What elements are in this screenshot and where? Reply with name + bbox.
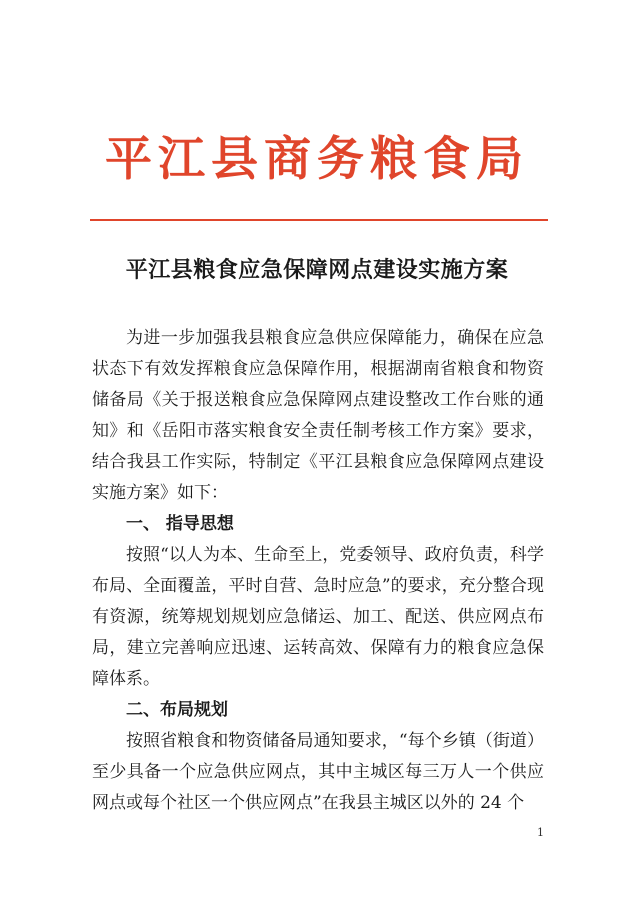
document-title: 平江县粮食应急保障网点建设实施方案 (125, 257, 509, 283)
letterhead-divider (90, 219, 548, 221)
page-number: 1 (537, 826, 544, 839)
document-body (92, 323, 544, 819)
letterhead-org-name: 平江县商务粮食局 (105, 132, 529, 187)
section-paragraph-layout-planning: 按照省粮食和物资储备局通知要求，“每个乡镇（街道）至少具备一个应急供应网点，其中主城区每三万人一个供应网点或每个社区一个供应网点”在我县主城区以外的 24 个 (92, 731, 544, 813)
intro-paragraph: 为进一步加强我县粮食应急供应保障能力，确保在应急状态下有效发挥粮食应急保障作用，根据湖南省粮食和物资储备局《关于报送粮食应急保障网点建设整改工作台账的通知》和《岳阳市落实粮食安全责任制考核工作方案》要求，结合我县工作实际，特制定《平江县粮食应急保障网点建设实施方案》如下： (92, 328, 544, 503)
section-heading-layout-planning: 二、布局规划 (126, 700, 228, 720)
section-paragraph-guiding-ideology: 按照“以人为本、生命至上，党委领导、政府负责，科学布局、全面覆盖，平时自营、急时应急”的要求，充分整合现有资源，统筹规划规划应急储运、加工、配送、供应网点布局，建立完善响应迅速、运转高效、保障有力的粮食应急保障体系。 (92, 545, 544, 689)
section-heading-guiding-ideology: 一、 指导思想 (126, 514, 234, 534)
